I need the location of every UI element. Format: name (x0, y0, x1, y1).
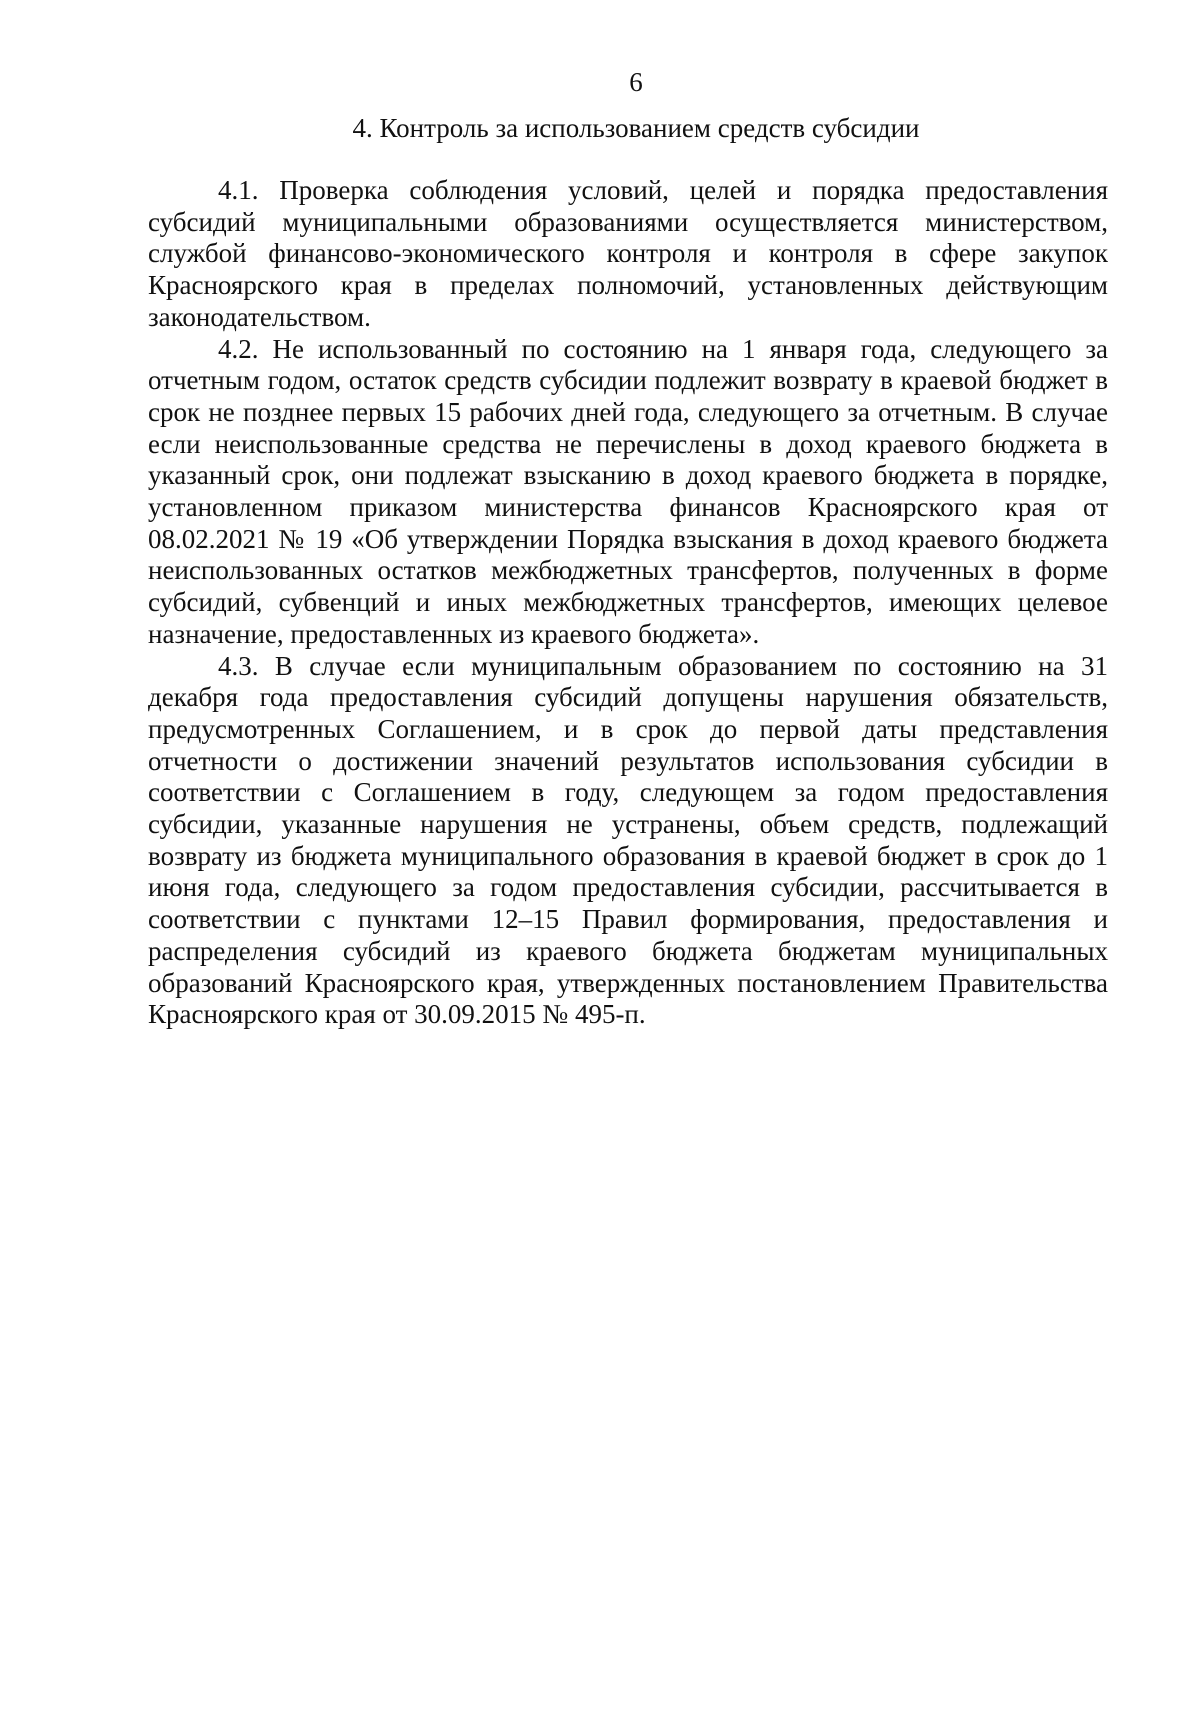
page-number: 6 (629, 67, 643, 97)
paragraph-4-3: 4.3. В случае если муниципальным образованием по состоянию на 31 декабря года предоставления субсидий допущены нарушения обязательств, предусмотренных Соглашением, и в срок до первой даты представления отчетности о достижении значений результатов использования субсидии в соответствии с Соглашением в году, следующем за годом предоставления субсидии, указанные нарушения не устранены, объем средств, подлежащий возврату из бюджета муниципального образования в краевой бюджет в срок до 1 июня года, следующего за годом предоставления субсидии, рассчитывается в соответствии с пунктами 12–15 Правил формирования, предоставления и распределения субсидий из краевого бюджета бюджетам муниципальных образований Красноярского края, утвержденных постановлением Правительства Красноярского края от 30.09.2015 № 495-п. (148, 650, 1108, 1030)
document-body (148, 175, 1108, 1031)
paragraph-4-2: 4.2. Не использованный по состоянию на 1 января года, следующего за отчетным годом, остаток средств субсидии подлежит возврату в краевой бюджет в срок не позднее первых 15 рабочих дней года, следующего за отчетным. В случае если неиспользованные средства не перечислены в доход краевого бюджета в указанный срок, они подлежат взысканию в доход краевого бюджета в порядке, установленном приказом министерства финансов Красноярского края от 08.02.2021 № 19 «Об утверждении Порядка взыскания в доход краевого бюджета неиспользованных остатков межбюджетных трансфертов, полученных в форме субсидий, субвенций и иных межбюджетных трансфертов, имеющих целевое назначение, предоставленных из краевого бюджета». (148, 333, 1108, 649)
section-title: 4. Контроль за использованием средств субсидии (352, 113, 920, 143)
paragraph-4-1: 4.1. Проверка соблюдения условий, целей и порядка предоставления субсидий муниципальными образованиями осуществляется министерством, службой финансово-экономического контроля и контроля в сфере закупок Красноярского края в пределах полномочий, установленных действующим законодательством. (148, 175, 1108, 332)
